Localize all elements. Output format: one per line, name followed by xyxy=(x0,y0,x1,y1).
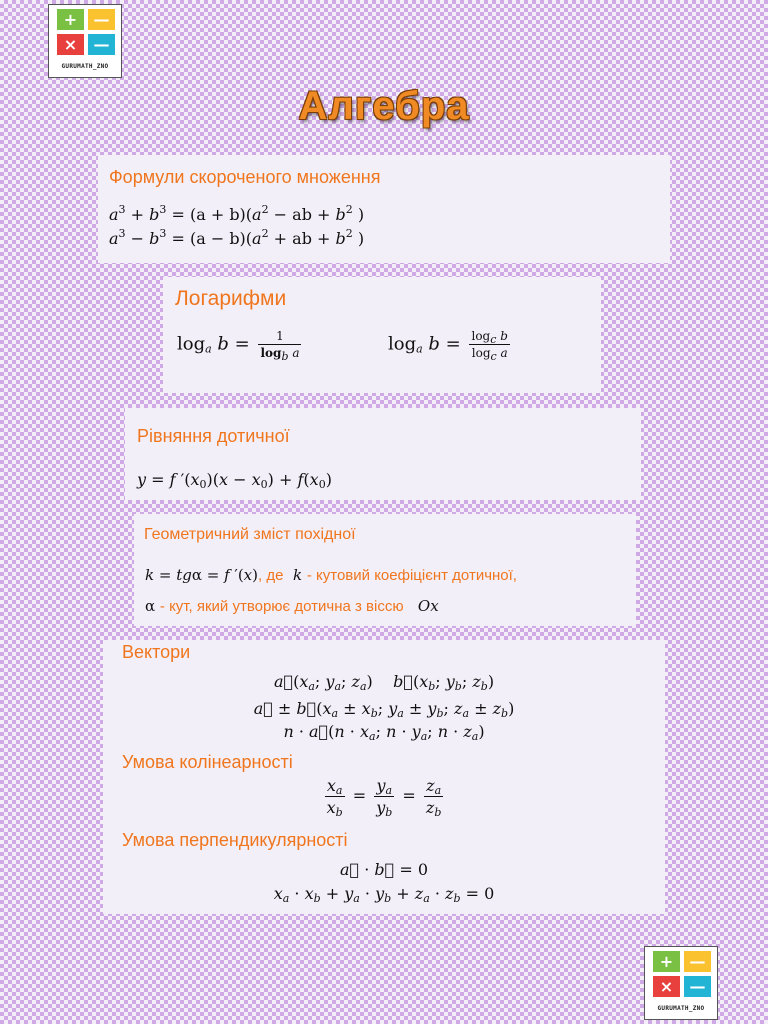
section-heading-collinear: Умова колінеарності xyxy=(122,752,293,772)
formula-vector-scalar: n · a⃗(n · $x_a$; $n \cdot y_a$; $n \cdot z_a$) xyxy=(283,722,485,743)
section-geometric-derivative xyxy=(134,514,636,626)
section-heading-perpendicular: Умова перпендикулярності xyxy=(122,830,348,850)
section-heading: Геометричний зміст похідної xyxy=(144,526,356,543)
plus-icon: + xyxy=(57,9,84,30)
minus-icon: — xyxy=(684,976,711,997)
formula-vector-sum: a⃗ ± $b⃗(x_a \pm x_b$; $y_a \pm y_b$; $z_a \pm z_b$) xyxy=(253,699,515,720)
logo-name: GURUMATH_ZNO xyxy=(61,63,109,70)
formula-tangent: y = f $'(x_0)(x - x_0) + f(x_0)$ xyxy=(137,470,332,491)
formula-log-inverse: $\log_a b$ = $\frac{1}{\log_b a}$ xyxy=(177,329,300,363)
formula-slope: k = tgα = f ′(x), де k - кутовий коефіцієнт дотичної, xyxy=(145,566,517,584)
logo-top xyxy=(48,4,122,78)
formula-perpendicular: $x_a \cdot x_b + y_a \cdot y_b + z_a \cdot z_b = 0$ xyxy=(273,884,495,905)
formula-collinear: $\frac{x_a}{x_b}$ = $\frac{y_a}{y_b}$ = $\frac{z_a}{z_b}$ xyxy=(326,776,442,819)
section-heading: Формули скороченого множення xyxy=(109,167,381,187)
formula-dot-product: a⃗ · b⃗ = 0 xyxy=(339,860,428,879)
multiply-icon: × xyxy=(653,976,680,997)
section-logarithms xyxy=(163,277,601,393)
minus-icon: — xyxy=(684,951,711,972)
formula-angle: α - кут, який утворює дотична з віссю Ox xyxy=(145,597,439,615)
formula-log-change-base: $\log_a b$ = $\frac{\log_c b}{\log_c a}$ xyxy=(388,329,508,363)
section-heading: Вектори xyxy=(122,642,191,662)
section-vectors xyxy=(103,640,665,914)
formula-diff-cubes: $a^3 - b^3 = (a - b)(a^2$ + ab + $b^2$ ) xyxy=(109,227,365,248)
minus-icon: — xyxy=(88,9,115,30)
section-heading: Логарифми xyxy=(175,287,287,310)
section-heading: Рівняння дотичної xyxy=(137,426,290,446)
multiply-icon: × xyxy=(57,34,84,55)
section-tangent xyxy=(125,408,641,500)
logo-name: GURUMATH_ZNO xyxy=(657,1005,705,1012)
formula-vector-coords: $a⃗(x_a$; $y_a$; $z_a$) $b⃗(x_b$; $y_b$; $z_b$) xyxy=(273,672,495,693)
formula-sum-cubes: $a^3 + b^3 = (a + b)(a^2$ − ab + $b^2$ ) xyxy=(109,203,365,224)
minus-icon: — xyxy=(88,34,115,55)
page-title: Алгебра xyxy=(298,84,470,128)
plus-icon: + xyxy=(653,951,680,972)
logo-bottom xyxy=(644,946,718,1020)
section-multiplication xyxy=(98,155,670,263)
